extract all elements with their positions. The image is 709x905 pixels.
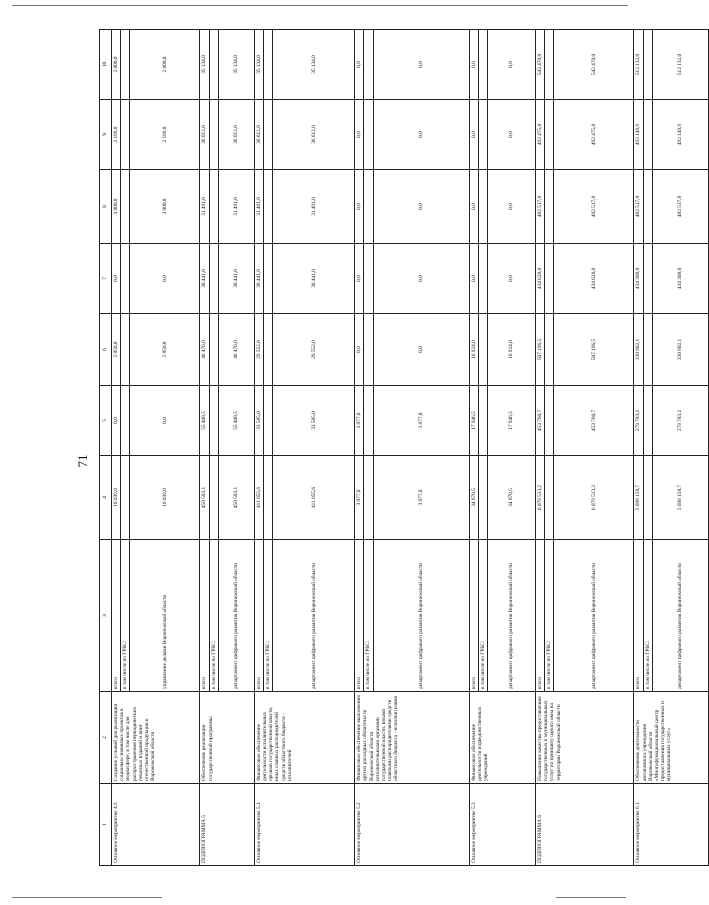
amount-cell: 31 491,0 bbox=[218, 170, 254, 244]
table-row bbox=[355, 30, 364, 866]
amount-cell: 0,0 bbox=[488, 30, 536, 100]
funding-source-cell: в том числе по ГРБС: bbox=[121, 540, 130, 692]
amount-cell: 411 855,6 bbox=[254, 456, 263, 540]
rotated-table-container bbox=[99, 30, 684, 866]
activity-description-cell: Создание условий для реализации социально значимых проектов в медиасфере, в том числе для распространения периодических печатных изданий и книг отечественной продукции в Воронежской области bbox=[112, 692, 200, 784]
amount-cell: 16 924,0 bbox=[469, 314, 478, 386]
amount-cell: 0,0 bbox=[373, 30, 469, 100]
amount-cell: 3 877,0 bbox=[355, 386, 364, 456]
amount-cell bbox=[209, 30, 218, 100]
activity-name-cell: Основное мероприятие 5.2 bbox=[355, 784, 469, 866]
amount-cell bbox=[643, 386, 652, 456]
amount-cell: 36 612,0 bbox=[218, 100, 254, 170]
activity-description-cell: Финансовое обеспечение деятельности исполнительных органов государственной власти, иных главных распорядителей средств областного бюджета - исполнителей bbox=[254, 692, 354, 784]
amount-cell bbox=[121, 386, 130, 456]
activity-description-cell: Финансовое обеспечение выполнения других расходных обязательств Воронежской области исполнительными органами государственной власти, иными главными распорядителями средств областного бюджета - исполнителями bbox=[355, 692, 469, 784]
amount-cell: 0,0 bbox=[373, 170, 469, 244]
header-cell: 1 bbox=[100, 784, 112, 866]
amount-cell bbox=[643, 100, 652, 170]
table-row bbox=[200, 30, 209, 866]
amount-cell bbox=[478, 456, 487, 540]
amount-cell: 35 134,0 bbox=[254, 30, 263, 100]
amount-cell: 36 612,0 bbox=[254, 100, 263, 170]
amount-cell bbox=[264, 100, 273, 170]
header-cell: 10 bbox=[100, 30, 112, 100]
amount-cell: 2 850,0 bbox=[130, 314, 200, 386]
funding-source-cell: департамент цифрового развития Воронежской области bbox=[273, 540, 355, 692]
amount-cell: 5 698 158,7 bbox=[652, 456, 708, 540]
amount-cell: 33 585,0 bbox=[254, 386, 263, 456]
amount-cell: 30 441,0 bbox=[218, 244, 254, 314]
top-rule bbox=[12, 5, 628, 6]
amount-cell bbox=[545, 170, 554, 244]
amount-cell bbox=[643, 314, 652, 386]
funding-source-cell: управление делами Воронежской области bbox=[130, 540, 200, 692]
amount-cell: 10 039,0 bbox=[112, 456, 121, 540]
amount-cell: 35 134,0 bbox=[200, 30, 209, 100]
header-cell: 4 bbox=[100, 456, 112, 540]
amount-cell bbox=[364, 170, 373, 244]
funding-source-cell: департамент цифрового развития Воронежской области bbox=[373, 540, 469, 692]
amount-cell: 0,0 bbox=[355, 244, 364, 314]
amount-cell: 6 079 513,2 bbox=[554, 456, 634, 540]
amount-cell: 31 491,0 bbox=[273, 170, 355, 244]
amount-cell: 2 000,0 bbox=[130, 30, 200, 100]
table-row bbox=[634, 30, 643, 866]
bottom-rule-right bbox=[556, 897, 626, 898]
amount-cell bbox=[364, 100, 373, 170]
amount-cell: 0,0 bbox=[112, 244, 121, 314]
funding-source-cell: департамент цифрового развития Воронежской области bbox=[652, 540, 708, 692]
amount-cell bbox=[264, 386, 273, 456]
amount-cell: 450 583,1 bbox=[200, 456, 209, 540]
amount-cell: 6 079 513,2 bbox=[536, 456, 545, 540]
amount-cell: 434 628,0 bbox=[536, 244, 545, 314]
amount-cell bbox=[364, 314, 373, 386]
amount-cell: 17 946,5 bbox=[469, 386, 478, 456]
amount-cell bbox=[121, 30, 130, 100]
amount-cell: 512 132,0 bbox=[652, 30, 708, 100]
amount-cell bbox=[478, 244, 487, 314]
funding-source-cell: департамент цифрового развития Воронежской области bbox=[218, 540, 254, 692]
amount-cell bbox=[545, 244, 554, 314]
header-cell: 9 bbox=[100, 100, 112, 170]
amount-cell: 3 000,0 bbox=[112, 170, 121, 244]
funding-source-cell: в том числе по ГРБС: bbox=[209, 540, 218, 692]
amount-cell bbox=[478, 100, 487, 170]
amount-cell bbox=[643, 456, 652, 540]
amount-cell: 492 475,0 bbox=[536, 100, 545, 170]
amount-cell: 34 870,5 bbox=[469, 456, 478, 540]
bottom-rule-left bbox=[12, 897, 162, 898]
amount-cell: 0,0 bbox=[112, 386, 121, 456]
amount-cell: 0,0 bbox=[373, 314, 469, 386]
amount-cell: 453 760,7 bbox=[536, 386, 545, 456]
activity-description-cell: Обеспечение реализации государственной программы bbox=[200, 692, 254, 784]
amount-cell: 492 149,9 bbox=[634, 100, 643, 170]
amount-cell: 0,0 bbox=[469, 244, 478, 314]
funding-source-cell: в том числе по ГРБС: bbox=[478, 540, 487, 692]
amount-cell bbox=[209, 100, 218, 170]
amount-cell bbox=[364, 244, 373, 314]
amount-cell: 0,0 bbox=[469, 170, 478, 244]
amount-cell: 507 196,5 bbox=[536, 314, 545, 386]
amount-cell: 0,0 bbox=[355, 30, 364, 100]
amount-cell bbox=[121, 244, 130, 314]
amount-cell: 411 855,6 bbox=[273, 456, 355, 540]
amount-cell: 0,0 bbox=[488, 244, 536, 314]
header-row bbox=[100, 30, 112, 866]
funding-source-cell: в том числе по ГРБС: bbox=[545, 540, 554, 692]
amount-cell: 450 583,1 bbox=[218, 456, 254, 540]
amount-cell: 453 760,7 bbox=[554, 386, 634, 456]
funding-source-cell: всего bbox=[254, 540, 263, 692]
table-row bbox=[112, 30, 121, 866]
amount-cell: 434 628,0 bbox=[554, 244, 634, 314]
activity-description-cell: Финансовое обеспечение деятельности подведомственных учреждений bbox=[469, 692, 535, 784]
amount-cell: 31 491,0 bbox=[200, 170, 209, 244]
header-cell: 3 bbox=[100, 540, 112, 692]
amount-cell bbox=[643, 30, 652, 100]
amount-cell: 36 612,0 bbox=[200, 100, 209, 170]
activity-description-cell: Повышение качества предоставления государственных и муниципальных услуг по принципу одного окна на территории Воронежской области bbox=[536, 692, 634, 784]
amount-cell: 0,0 bbox=[469, 30, 478, 100]
amount-cell bbox=[209, 456, 218, 540]
activity-name-cell: Основное мероприятие 6.1 bbox=[634, 784, 708, 866]
amount-cell: 482 517,8 bbox=[536, 170, 545, 244]
amount-cell: 482 517,8 bbox=[652, 170, 708, 244]
amount-cell: 36 612,0 bbox=[273, 100, 355, 170]
amount-cell: 0,0 bbox=[130, 386, 200, 456]
amount-cell bbox=[545, 30, 554, 100]
activity-name-cell: ПОДПРОГРАММА 5 bbox=[200, 784, 254, 866]
table-row bbox=[469, 30, 478, 866]
amount-cell: 55 408,5 bbox=[200, 386, 209, 456]
amount-cell: 2 850,0 bbox=[112, 314, 121, 386]
amount-cell: 29 552,0 bbox=[254, 314, 263, 386]
amount-cell: 434 308,0 bbox=[634, 244, 643, 314]
activity-name-cell: ПОДПРОГРАММА 6 bbox=[536, 784, 634, 866]
activity-description-cell: Обеспечение деятельности автономного учреждения Воронежской области «Многофункциональный центр предоставления государственных и муниципальных услуг» bbox=[634, 692, 708, 784]
activity-name-cell: Основное мероприятие 5.1 bbox=[254, 784, 354, 866]
amount-cell: 31 491,0 bbox=[254, 170, 263, 244]
amount-cell: 5 698 158,7 bbox=[634, 456, 643, 540]
amount-cell: 330 802,1 bbox=[634, 314, 643, 386]
amount-cell: 46 476,0 bbox=[200, 314, 209, 386]
amount-cell: 507 196,5 bbox=[554, 314, 634, 386]
amount-cell bbox=[264, 30, 273, 100]
amount-cell: 0,0 bbox=[355, 170, 364, 244]
amount-cell: 482 517,8 bbox=[554, 170, 634, 244]
amount-cell: 17 946,5 bbox=[488, 386, 536, 456]
header-cell: 8 bbox=[100, 170, 112, 244]
amount-cell bbox=[264, 244, 273, 314]
amount-cell bbox=[209, 244, 218, 314]
funding-source-cell: всего bbox=[112, 540, 121, 692]
amount-cell: 434 308,0 bbox=[652, 244, 708, 314]
amount-cell bbox=[121, 170, 130, 244]
amount-cell bbox=[209, 314, 218, 386]
amount-cell: 30 441,0 bbox=[200, 244, 209, 314]
amount-cell bbox=[121, 100, 130, 170]
amount-cell bbox=[545, 100, 554, 170]
activity-name-cell: Основное мероприятие 4.3 bbox=[112, 784, 200, 866]
amount-cell: 0,0 bbox=[488, 100, 536, 170]
amount-cell: 512 132,0 bbox=[634, 30, 643, 100]
amount-cell bbox=[478, 170, 487, 244]
amount-cell: 0,0 bbox=[355, 100, 364, 170]
header-cell: 6 bbox=[100, 314, 112, 386]
amount-cell: 29 552,0 bbox=[273, 314, 355, 386]
amount-cell bbox=[545, 386, 554, 456]
table-body bbox=[100, 30, 709, 866]
amount-cell: 0,0 bbox=[469, 100, 478, 170]
amount-cell bbox=[478, 30, 487, 100]
amount-cell bbox=[478, 314, 487, 386]
amount-cell: 330 802,1 bbox=[652, 314, 708, 386]
amount-cell: 30 441,0 bbox=[273, 244, 355, 314]
amount-cell: 279 783,2 bbox=[652, 386, 708, 456]
amount-cell: 2 189,0 bbox=[112, 100, 121, 170]
table-row bbox=[254, 30, 263, 866]
amount-cell bbox=[364, 30, 373, 100]
amount-cell: 279 783,2 bbox=[634, 386, 643, 456]
funding-source-cell: всего bbox=[355, 540, 364, 692]
amount-cell: 46 476,0 bbox=[218, 314, 254, 386]
amount-cell: 482 517,8 bbox=[634, 170, 643, 244]
amount-cell: 0,0 bbox=[488, 170, 536, 244]
amount-cell bbox=[643, 170, 652, 244]
header-cell: 2 bbox=[100, 692, 112, 784]
amount-cell: 35 134,0 bbox=[273, 30, 355, 100]
amount-cell bbox=[264, 456, 273, 540]
amount-cell: 2 000,0 bbox=[112, 30, 121, 100]
amount-cell bbox=[364, 456, 373, 540]
amount-cell: 3 877,0 bbox=[373, 456, 469, 540]
funding-source-cell: департамент цифрового развития Воронежской области bbox=[488, 540, 536, 692]
amount-cell: 3 877,0 bbox=[355, 456, 364, 540]
amount-cell bbox=[209, 170, 218, 244]
header-cell: 7 bbox=[100, 244, 112, 314]
amount-cell: 55 408,5 bbox=[218, 386, 254, 456]
amount-cell bbox=[545, 456, 554, 540]
header-cell: 5 bbox=[100, 386, 112, 456]
amount-cell: 0,0 bbox=[130, 244, 200, 314]
amount-cell: 10 039,0 bbox=[130, 456, 200, 540]
amount-cell: 30 441,0 bbox=[254, 244, 263, 314]
amount-cell: 3 000,0 bbox=[130, 170, 200, 244]
amount-cell: 34 870,5 bbox=[488, 456, 536, 540]
funding-source-cell: в том числе по ГРБС: bbox=[643, 540, 652, 692]
funding-source-cell: всего bbox=[200, 540, 209, 692]
amount-cell: 542 470,0 bbox=[536, 30, 545, 100]
page-number: 71 bbox=[75, 454, 90, 468]
amount-cell: 0,0 bbox=[373, 244, 469, 314]
budget-table bbox=[99, 29, 709, 866]
amount-cell bbox=[545, 314, 554, 386]
amount-cell bbox=[264, 170, 273, 244]
funding-source-cell: в том числе по ГРБС: bbox=[264, 540, 273, 692]
activity-name-cell: Основное мероприятие 5.3 bbox=[469, 784, 535, 866]
amount-cell: 492 475,0 bbox=[554, 100, 634, 170]
amount-cell: 3 877,0 bbox=[373, 386, 469, 456]
amount-cell: 0,0 bbox=[373, 100, 469, 170]
amount-cell bbox=[121, 314, 130, 386]
funding-source-cell: в том числе по ГРБС: bbox=[364, 540, 373, 692]
table-row bbox=[536, 30, 545, 866]
amount-cell: 35 134,0 bbox=[218, 30, 254, 100]
amount-cell bbox=[264, 314, 273, 386]
amount-cell: 33 585,0 bbox=[273, 386, 355, 456]
amount-cell bbox=[478, 386, 487, 456]
funding-source-cell: департамент цифрового развития Воронежской области bbox=[554, 540, 634, 692]
amount-cell bbox=[209, 386, 218, 456]
funding-source-cell: всего bbox=[536, 540, 545, 692]
amount-cell: 492 149,9 bbox=[652, 100, 708, 170]
amount-cell: 0,0 bbox=[355, 314, 364, 386]
amount-cell bbox=[643, 244, 652, 314]
funding-source-cell: всего bbox=[469, 540, 478, 692]
amount-cell: 2 189,0 bbox=[130, 100, 200, 170]
amount-cell bbox=[364, 386, 373, 456]
funding-source-cell: всего bbox=[634, 540, 643, 692]
amount-cell bbox=[121, 456, 130, 540]
amount-cell: 542 470,0 bbox=[554, 30, 634, 100]
amount-cell: 16 924,0 bbox=[488, 314, 536, 386]
